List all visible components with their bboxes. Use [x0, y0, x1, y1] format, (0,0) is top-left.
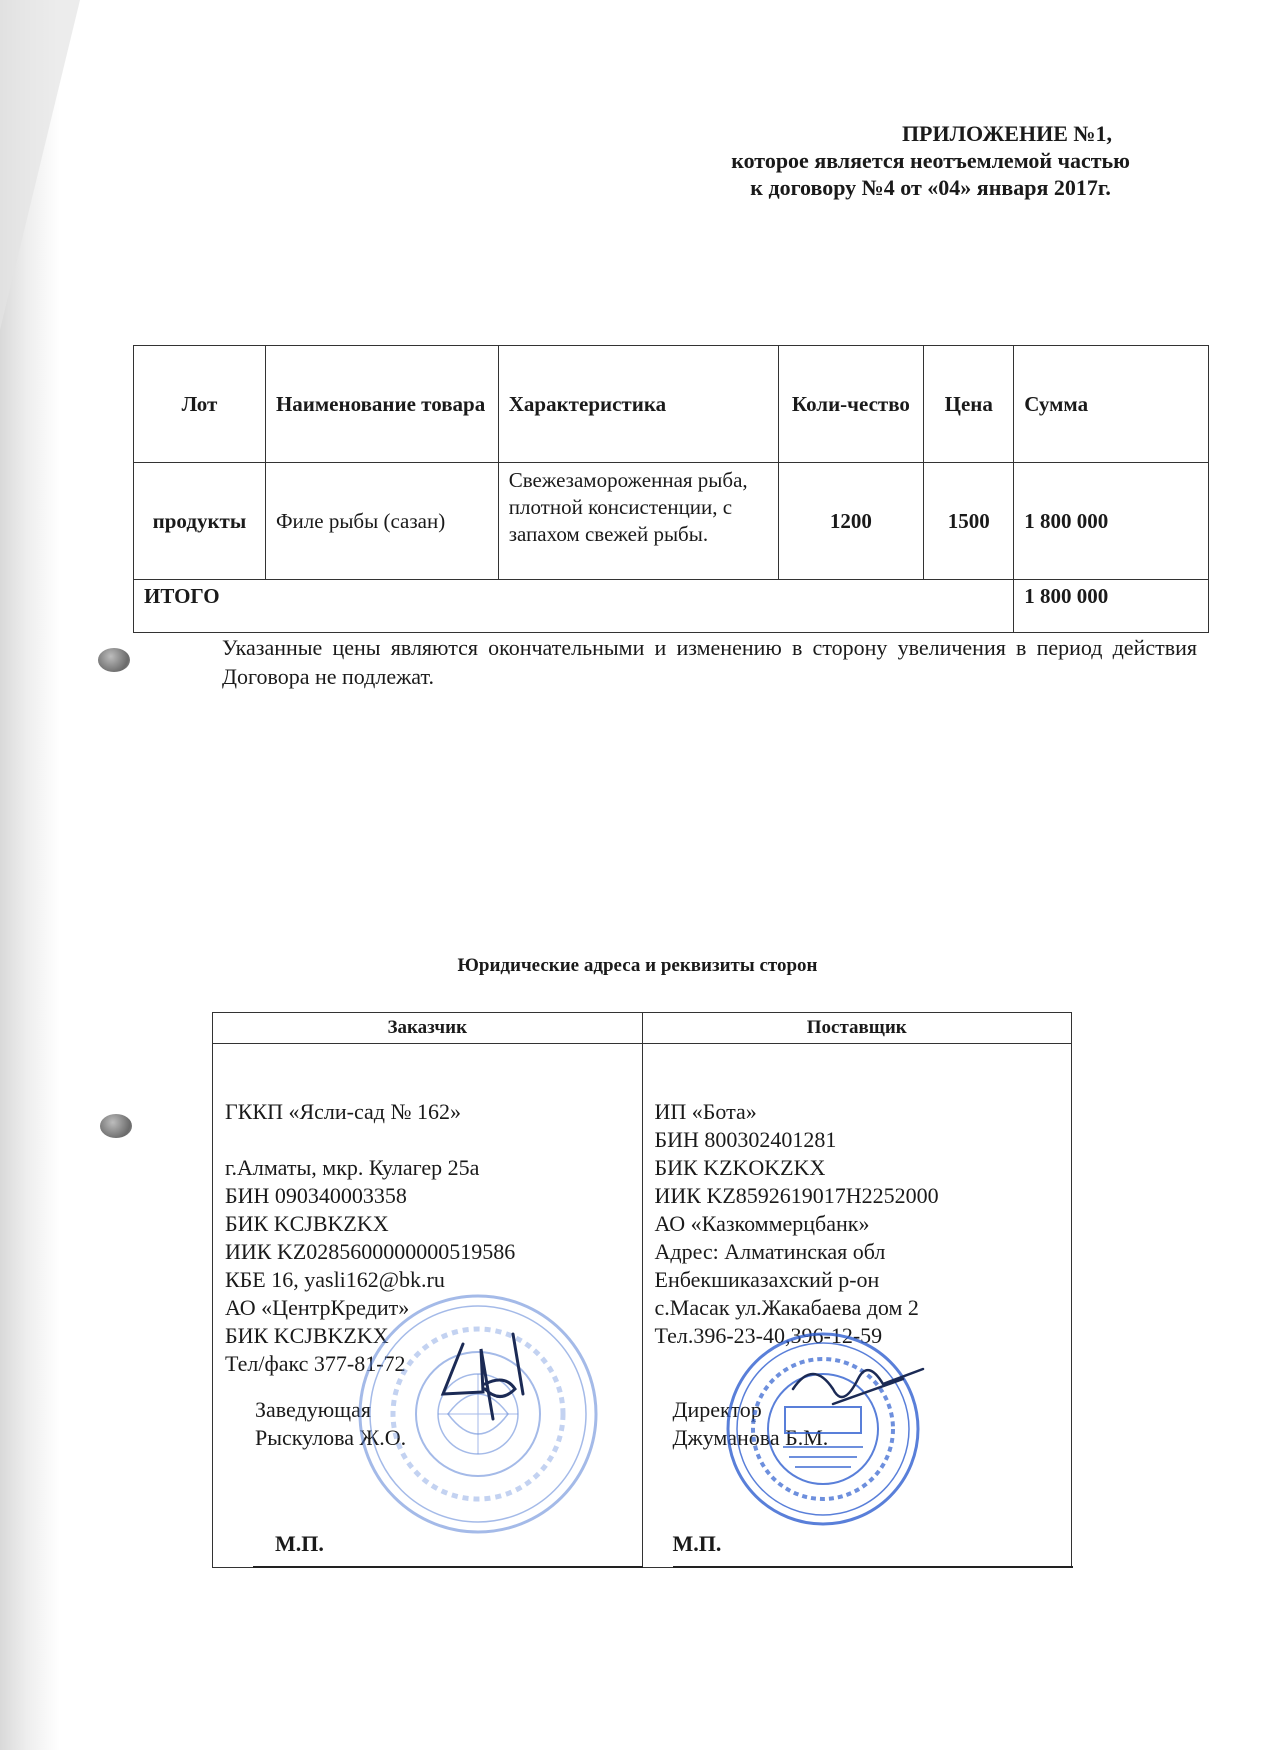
customer-header: Заказчик [213, 1013, 643, 1044]
supplier-header: Поставщик [642, 1013, 1072, 1044]
customer-line: г.Алматы, мкр. Кулагер 25а [225, 1155, 480, 1180]
punch-hole [100, 1114, 132, 1138]
cell-quantity: 1200 [778, 463, 924, 580]
supplier-line: с.Масак ул.Жакабаева дом 2 [654, 1295, 919, 1320]
table-header-row [134, 346, 1209, 463]
supplier-signature-line [673, 1566, 1073, 1568]
total-row [134, 580, 1209, 633]
customer-position: Заведующая [255, 1397, 371, 1422]
requisites-table [212, 1012, 1072, 1568]
table-row [134, 463, 1209, 580]
column-header-price: Цена [924, 346, 1014, 463]
supplier-seal-label: М.П. [672, 1531, 722, 1556]
supplier-line: Адрес: Алматинская обл [654, 1239, 886, 1264]
customer-line: ИИК KZ0285600000000519586 [225, 1239, 516, 1264]
cell-sum: 1 800 000 [1014, 463, 1209, 580]
scan-fold [0, 0, 80, 330]
customer-line: АО «ЦентрКредит» [225, 1295, 410, 1320]
total-label: ИТОГО [134, 580, 1014, 633]
customer-line: Тел/факс 377-81-72 [225, 1351, 406, 1376]
column-header-quantity: Коли-чество [778, 346, 924, 463]
appendix-title: ПРИЛОЖЕНИЕ №1, [901, 121, 1112, 146]
punch-hole [98, 648, 130, 672]
column-header-name: Наименование товара [265, 346, 498, 463]
supplier-position: Директор [672, 1397, 762, 1422]
customer-line: БИК KCJBKZKX [225, 1323, 389, 1348]
supplier-line: БИН 800302401281 [654, 1127, 837, 1152]
supplier-line: ИП «Бота» [654, 1099, 757, 1124]
customer-line: КБЕ 16, yasli162@bk.ru [225, 1267, 445, 1292]
cell-characteristic: Свежезамороженная рыба, плотной консистенции, с запахом свежей рыбы. [498, 463, 778, 580]
contract-reference: к договору №4 от «04» января 2017г. [750, 175, 1111, 200]
appendix-subtitle: которое является неотъемлемой частью [731, 148, 1130, 173]
cell-price: 1500 [924, 463, 1014, 580]
customer-signer: Рыскулова Ж.О. [255, 1425, 407, 1450]
customer-signature-line [253, 1566, 643, 1568]
cell-name: Филе рыбы (сазан) [265, 463, 498, 580]
column-header-sum: Сумма [1014, 346, 1209, 463]
supplier-column [642, 1044, 1072, 1568]
customer-signature [423, 1324, 543, 1434]
supplier-signature [783, 1349, 933, 1429]
customer-column [213, 1044, 643, 1568]
supplier-line: Тел.396-23-40,396-12-59 [654, 1323, 883, 1348]
supplier-line: БИК KZKOKZKX [654, 1155, 826, 1180]
total-sum: 1 800 000 [1014, 580, 1209, 633]
supplier-line: ИИК KZ8592619017H2252000 [654, 1183, 939, 1208]
column-header-lot: Лот [134, 346, 266, 463]
supplier-line: Енбекшиказахский р-он [654, 1267, 880, 1292]
column-header-characteristic: Характеристика [498, 346, 778, 463]
requisites-title: Юридические адреса и реквизиты сторон [457, 955, 818, 976]
price-note: Указанные цены являются окончательными и изменению в сторону увеличения в период действия Договора не подлежат. [222, 635, 1197, 689]
customer-line: БИК KCJBKZKX [225, 1211, 389, 1236]
supplier-signer: Джуманова Б.М. [672, 1425, 829, 1450]
customer-line: БИН 090340003358 [225, 1183, 407, 1208]
supplier-line: АО «Казкоммерцбанк» [654, 1211, 870, 1236]
goods-table [133, 345, 1209, 633]
customer-name: ГККП «Ясли-сад № 162» [225, 1099, 461, 1124]
cell-lot: продукты [134, 463, 266, 580]
customer-seal-label: М.П. [275, 1531, 324, 1556]
appendix-header [731, 120, 1130, 201]
